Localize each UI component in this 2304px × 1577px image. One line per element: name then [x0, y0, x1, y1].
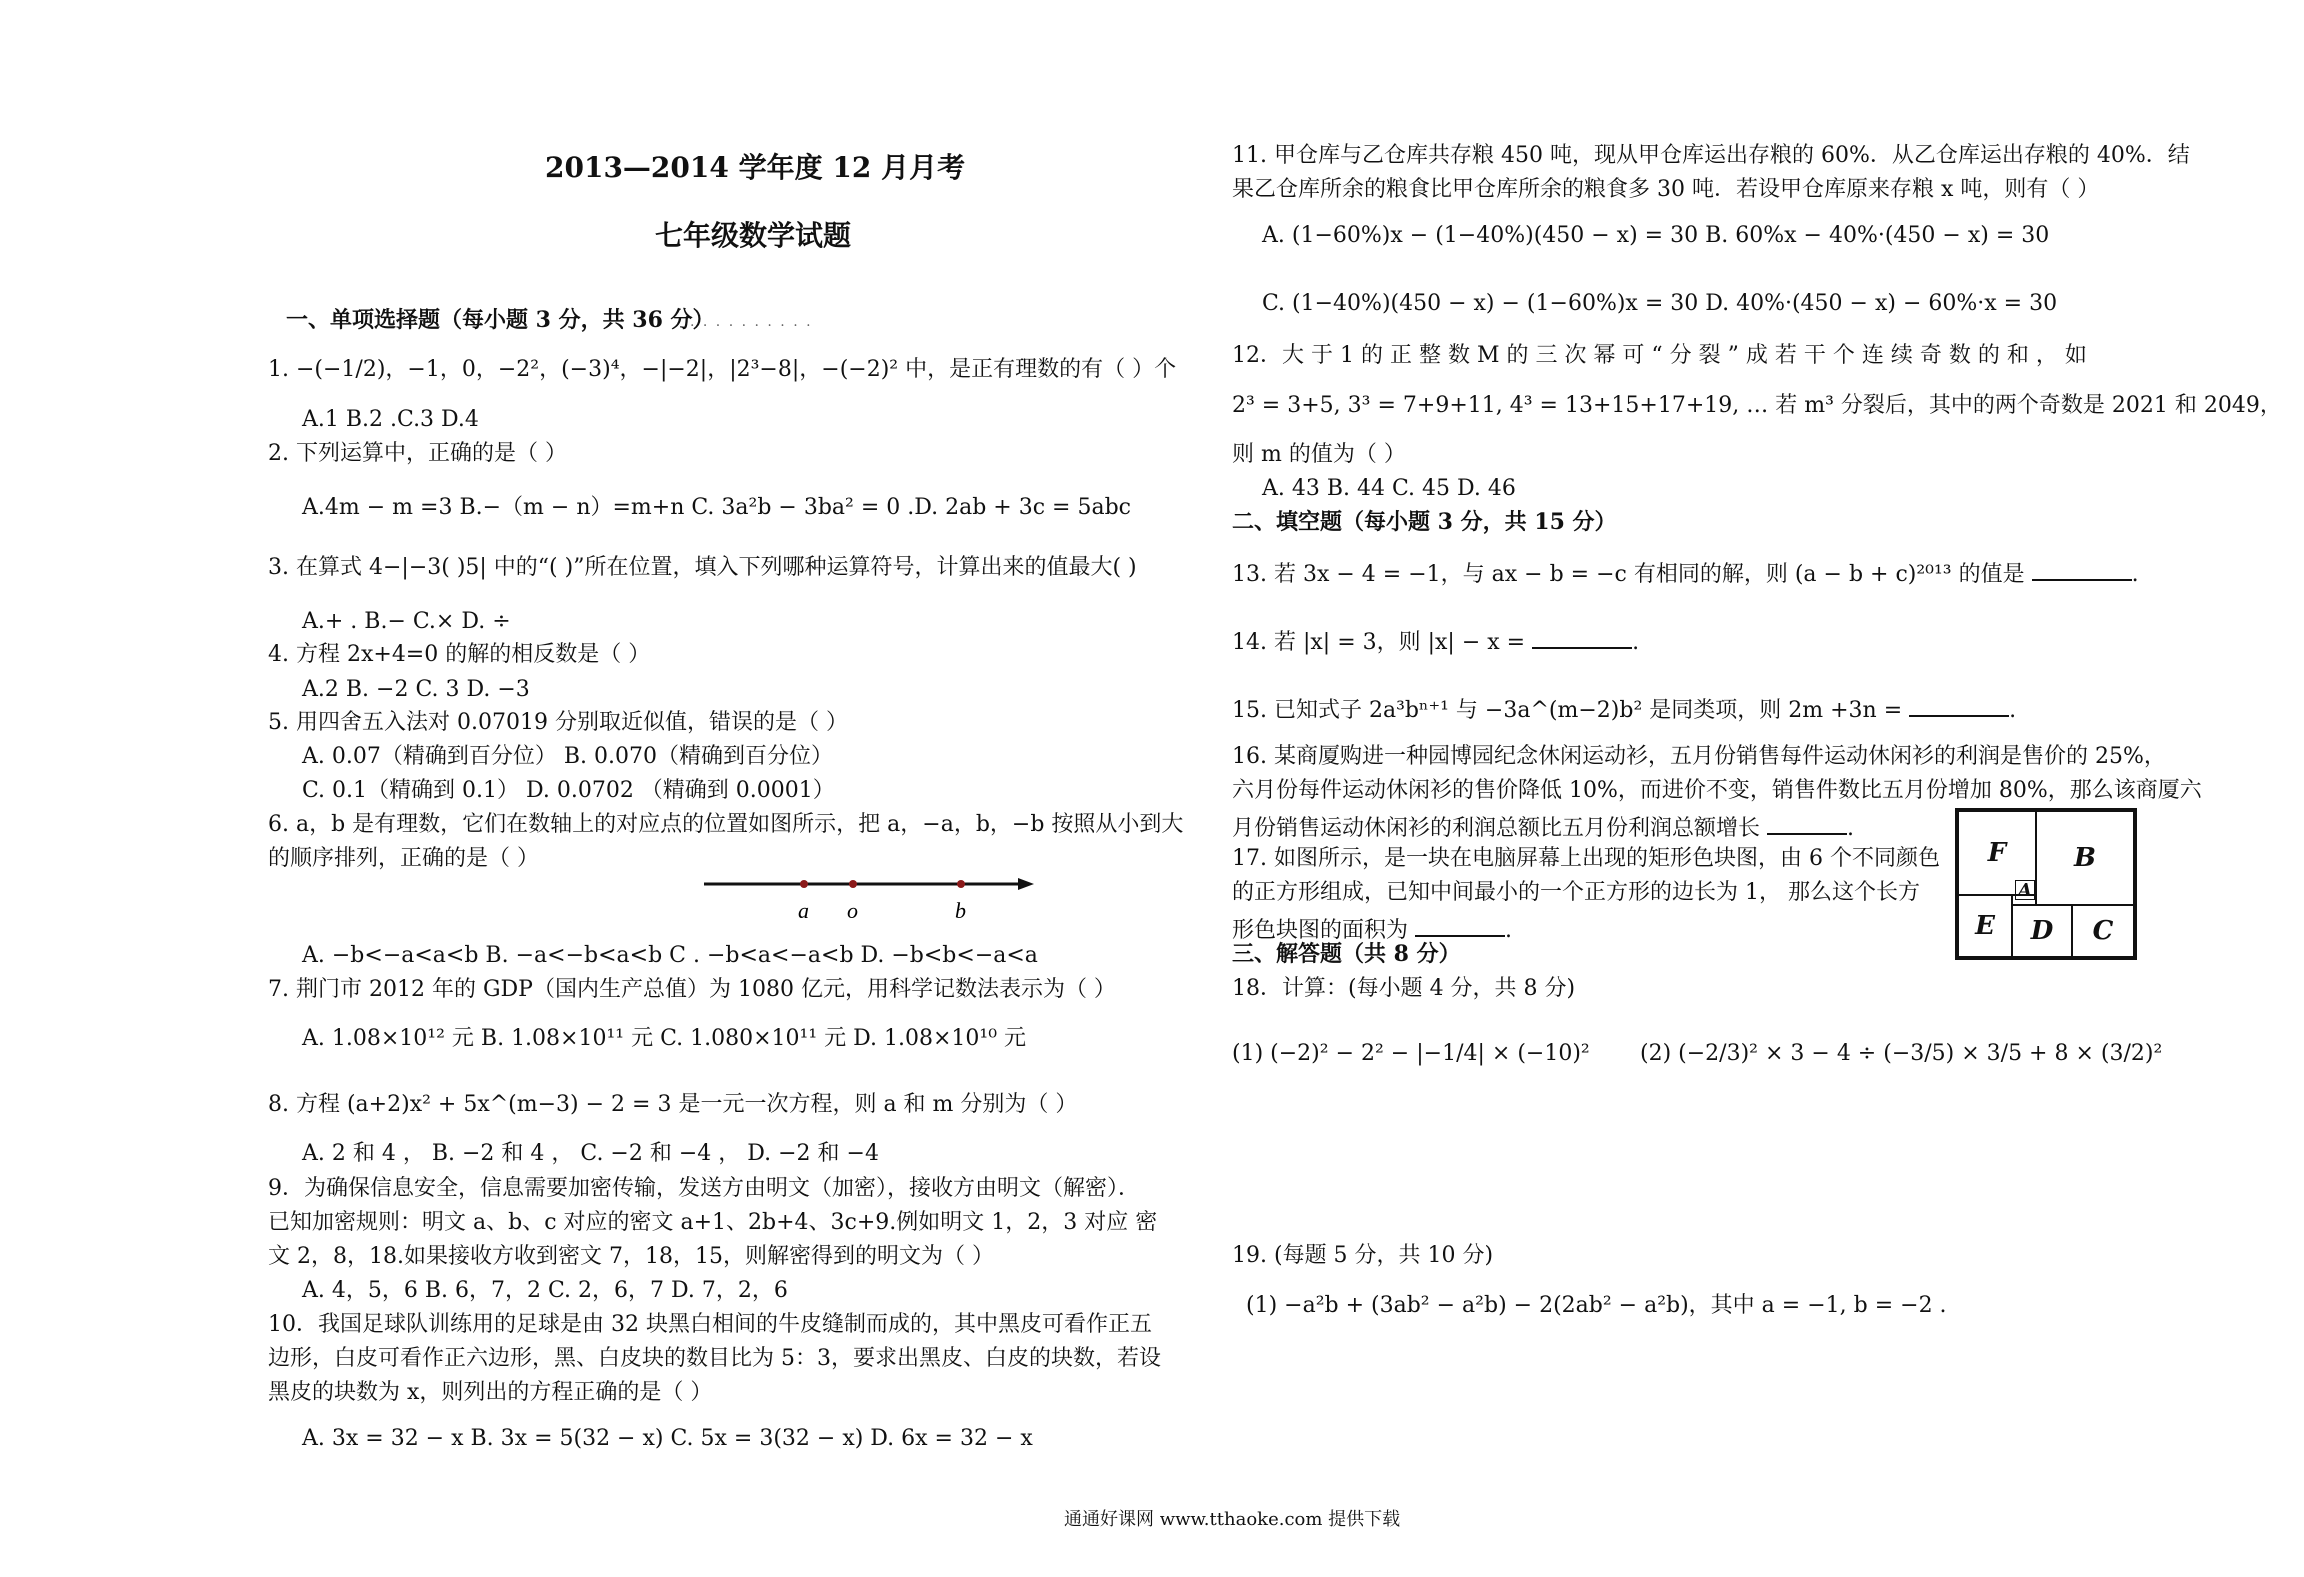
- question-17-text: 形色块图的面积为: [1232, 918, 1409, 943]
- question-5-options-ab: A. 0.07（精确到百分位） B. 0.070（精确到百分位）: [302, 744, 833, 769]
- question-6-options: A. −b<−a<a<b B. −a<−b<a<b C . −b<a<−a<b D. −b<b<−a<a: [302, 943, 1038, 968]
- question-16-line1: 16. 某商厦购进一种园博园纪念休闲运动衫，五月份销售每件运动休闲衫的利润是售价的 25%，: [1232, 744, 2166, 769]
- question-11-line1: 11. 甲仓库与乙仓库共存粮 450 吨，现从甲仓库运出存粮的 60%．从乙仓库运出存粮的 40%．结: [1232, 143, 2190, 168]
- label-o: o: [847, 898, 858, 923]
- question-14-text: 14. 若 |x| = 3，则 |x| − x =: [1232, 630, 1526, 655]
- question-12-options: A. 43 B. 44 C. 45 D. 46: [1262, 476, 1516, 501]
- square-d: D: [2011, 904, 2073, 958]
- question-5-options-cd: C. 0.1（精确到 0.1） D. 0.0702 （精确到 0.0001）: [302, 778, 835, 803]
- question-19: 19. (每题 5 分，共 10 分): [1232, 1243, 1494, 1268]
- square-c: C: [2071, 904, 2135, 958]
- question-7-options: A. 1.08×10¹² 元 B. 1.08×10¹¹ 元 C. 1.080×10¹¹ 元 D. 1.08×10¹⁰ 元: [302, 1026, 1027, 1051]
- question-1: 1. −(−1/2)，−1，0，−2²，(−3)⁴，−|−2|，|2³−8|，−(−2)² 中，是正有理数的有（ ）个: [268, 357, 1177, 382]
- question-6-line2: 的顺序排列，正确的是（ ）: [268, 846, 539, 871]
- question-11-options-ab: A. (1−60%)x − (1−40%)(450 − x) = 30 B. 60%x − 40%·(450 − x) = 30: [1262, 223, 2050, 248]
- question-2-options: A.4m − m =3 B.−（m − n）=m+n C. 3a²b − 3ba² = 0 .D. 2ab + 3c = 5abc: [302, 495, 1131, 520]
- question-17-line2: 的正方形组成，已知中间最小的一个正方形的边长为 1， 那么这个长方: [1232, 880, 1920, 905]
- question-18-part-1: (1) (−2)² − 2² − |−1/4| × (−10)²: [1232, 1041, 1590, 1066]
- question-4: 4. 方程 2x+4=0 的解的相反数是（ ）: [268, 642, 651, 667]
- question-11-options-cd: C. (1−40%)(450 − x) − (1−60%)x = 30 D. 40%·(450 − x) − 60%·x = 30: [1262, 291, 2058, 316]
- question-7: 7. 荆门市 2012 年的 GDP（国内生产总值）为 1080 亿元，用科学记数法表示为（ ）: [268, 977, 1116, 1002]
- question-13-answer-blank[interactable]: [2032, 557, 2132, 581]
- question-19-part-1: (1) −a²b + (3ab² − a²b) − 2(2ab² − a²b)，其中 a = −1, b = −2 .: [1246, 1293, 1947, 1318]
- exam-title: 2013—2014 学年度 12 月月考: [545, 151, 966, 184]
- square-f: F: [1957, 810, 2037, 896]
- question-16-text: 月份销售运动休闲衫的利润总额比五月份利润总额增长: [1232, 816, 1761, 841]
- section-2-heading: 二、填空题（每小题 3 分，共 15 分）: [1232, 509, 1617, 535]
- question-10-line2: 边形，白皮可看作正六边形，黑、白皮块的数目比为 5：3，要求出黑皮、白皮的块数，若设: [268, 1346, 1161, 1371]
- question-15: 15. 已知式子 2a³bⁿ⁺¹ 与 −3a^(m−2)b² 是同类项，则 2m +3n = .: [1232, 693, 2016, 725]
- question-10-options: A. 3x = 32 − x B. 3x = 5(32 − x) C. 5x = 3(32 − x) D. 6x = 32 − x: [302, 1426, 1033, 1451]
- question-17-line1: 17. 如图所示，是一块在电脑屏幕上出现的矩形色块图，由 6 个不同颜色: [1232, 846, 1940, 871]
- question-9-line3: 文 2，8，18.如果接收方收到密文 7，18，15，则解密得到的明文为（ ）: [268, 1244, 994, 1269]
- square-e: E: [1957, 894, 2013, 958]
- section-3-heading: 三、解答题（共 8 分）: [1232, 941, 1461, 967]
- number-line-arrow: [1018, 878, 1034, 890]
- point-b: [957, 880, 965, 888]
- color-block-figure: [1955, 808, 2137, 960]
- question-17-answer-blank[interactable]: [1415, 913, 1505, 937]
- question-10-line3: 黑皮的块数为 x，则列出的方程正确的是（ ）: [268, 1380, 713, 1405]
- question-15-answer-blank[interactable]: [1909, 693, 2009, 717]
- question-12-line2: 2³ = 3+5, 3³ = 7+9+11, 4³ = 13+15+17+19, … 若 m³ 分裂后，其中的两个奇数是 2021 和 2049，: [1232, 393, 2282, 418]
- question-16-line2: 六月份每件运动休闲衫的售价降低 10%，而进价不变，销售件数比五月份增加 80%，那么该商厦六: [1232, 778, 2202, 803]
- question-9-line2: 已知加密规则：明文 a、b、c 对应的密文 a+1、2b+4、3c+9.例如明文 1，2，3 对应 密: [268, 1210, 1158, 1235]
- question-17-line3: 形色块图的面积为 .: [1232, 913, 1512, 945]
- square-a: A: [2015, 880, 2035, 900]
- question-16-line3: 月份销售运动休闲衫的利润总额比五月份利润总额增长 .: [1232, 811, 1854, 843]
- number-line-figure: [700, 870, 1040, 930]
- question-18-part-2: (2) (−2/3)² × 3 − 4 ÷ (−3/5) × 3/5 + 8 × (3/2)²: [1640, 1041, 2163, 1066]
- question-13: 13. 若 3x − 4 = −1，与 ax − b = −c 有相同的解，则 (a − b + c)²⁰¹³ 的值是 .: [1232, 557, 2139, 589]
- label-a: a: [798, 898, 809, 923]
- question-6-line1: 6. a，b 是有理数，它们在数轴上的对应点的位置如图所示，把 a，−a，b，−b 按照从小到大: [268, 812, 1184, 837]
- section-1-heading: 一、单项选择题（每小题 3 分，共 36 分）: [286, 307, 715, 333]
- label-b: b: [955, 898, 966, 923]
- question-2: 2. 下列运算中，正确的是（ ）: [268, 441, 567, 466]
- question-14-answer-blank[interactable]: [1532, 625, 1632, 649]
- question-11-line2: 果乙仓库所余的粮食比甲仓库所余的粮食多 30 吨．若设甲仓库原来存粮 x 吨，则有（ ）: [1232, 177, 2100, 202]
- question-8: 8. 方程 (a+2)x² + 5x^(m−3) − 2 = 3 是一元一次方程，则 a 和 m 分别为（ ）: [268, 1092, 1078, 1117]
- question-3-options: A.+ . B.− C.× D. ÷: [302, 609, 511, 634]
- question-9-options: A. 4，5，6 B. 6，7，2 C. 2，6，7 D. 7，2，6: [302, 1278, 788, 1303]
- question-5: 5. 用四舍五入法对 0.07019 分别取近似值，错误的是（ ）: [268, 710, 848, 735]
- question-1-options: A.1 B.2 .C.3 D.4: [302, 407, 479, 432]
- question-18: 18．计算：(每小题 4 分，共 8 分): [1232, 976, 1576, 1001]
- question-8-options: A. 2 和 4 ， B. −2 和 4 ， C. −2 和 −4 ， D. −2 和 −4: [302, 1141, 879, 1166]
- question-12-line3: 则 m 的值为（ ）: [1232, 442, 1406, 467]
- question-3: 3. 在算式 4−|−3( )5| 中的“( )”所在位置，填入下列哪种运算符号，计算出来的值最大( ): [268, 555, 1137, 580]
- page-footer: 通通好课网 www.tthaoke.com 提供下载: [1064, 1509, 1401, 1530]
- square-b: B: [2035, 810, 2135, 906]
- question-13-text: 13. 若 3x − 4 = −1，与 ax − b = −c 有相同的解，则 (a − b + c)²⁰¹³ 的值是: [1232, 562, 2025, 587]
- question-10-line1: 10．我国足球队训练用的足球是由 32 块黑白相间的牛皮缝制而成的，其中黑皮可看作正五: [268, 1312, 1152, 1337]
- question-12-line1: 12．大 于 1 的 正 整 数 M 的 三 次 幂 可 “ 分 裂 ” 成 若 干 个 连 续 奇 数 的 和 ， 如: [1232, 343, 2087, 368]
- point-o: [849, 880, 857, 888]
- question-14: 14. 若 |x| = 3，则 |x| − x = .: [1232, 625, 1639, 657]
- question-15-text: 15. 已知式子 2a³bⁿ⁺¹ 与 −3a^(m−2)b² 是同类项，则 2m +3n =: [1232, 698, 1903, 723]
- question-16-answer-blank[interactable]: [1767, 811, 1847, 835]
- point-a: [800, 880, 808, 888]
- question-4-options: A.2 B. −2 C. 3 D. −3: [302, 677, 530, 702]
- dotted-leader: . . . . . . . . . .: [690, 314, 813, 330]
- question-9-line1: 9．为确保信息安全，信息需要加密传输，发送方由明文（加密），接收方由明文（解密）．: [268, 1176, 1141, 1201]
- exam-subtitle: 七年级数学试题: [655, 219, 852, 252]
